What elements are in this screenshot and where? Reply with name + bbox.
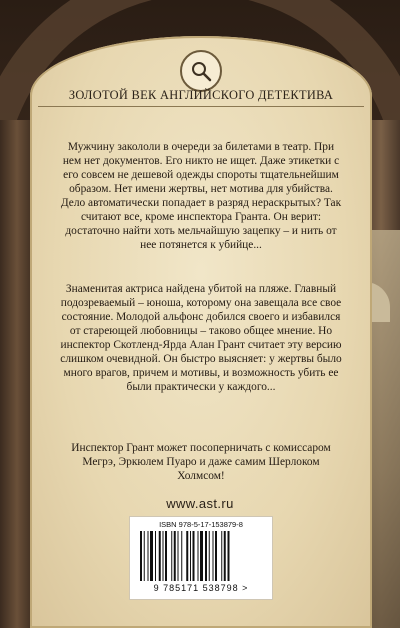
publisher-website: www.ast.ru (166, 496, 234, 511)
barcode-digits: 9 785171 538798 > (153, 583, 249, 593)
blurb-paragraph-1: Мужчину закололи в очереди за билетами в театр. При нем нет документов. Его никто не ищет. Даже этикетки с его совсем не дешевой одежды спороты тщательнейшим образом. Нет имени жертвы, нет мотива для убийства. Дело автоматически попадает в разряд нераскрытых? Так считают все, кроме инспектора Гранта. Он верит: достаточно найти хоть мельчайшую зацепку – и нить от нее потянется к убийце... (60, 141, 342, 251)
left-pillar (0, 120, 34, 628)
series-title: ЗОЛОТОЙ ВЕК АНГЛИЙСКОГО ДЕТЕКТИВА (68, 88, 334, 102)
isbn-number: ISBN 978-5-17-153879-8 (159, 520, 243, 529)
divider-top (38, 106, 364, 107)
blurb-paragraph-2: Знаменитая актриса найдена убитой на пляже. Главный подозреваемый – юноша, которому она завещала все свое состояние. Молодой альфонс добился своего и избавился от стареющей любовницы – таково общее мнение. Но инспектор Скотленд-Ярда Алан Грант считает эту версию слишком очевидной. Он быстро выясняет: у жертвы было много врагов, причем и мотивы, и возможность убить ее были практически у каждого... (60, 283, 342, 393)
barcode-bars (140, 531, 262, 581)
magnifier-icon (188, 58, 214, 84)
series-seal (180, 50, 222, 92)
barcode-label (129, 516, 273, 600)
blurb-paragraph-3: Инспектор Грант может посоперничать с комиссаром Мегрэ, Эркюлем Пуаро и даже самим Шерлоком Холмсом! (71, 442, 331, 482)
